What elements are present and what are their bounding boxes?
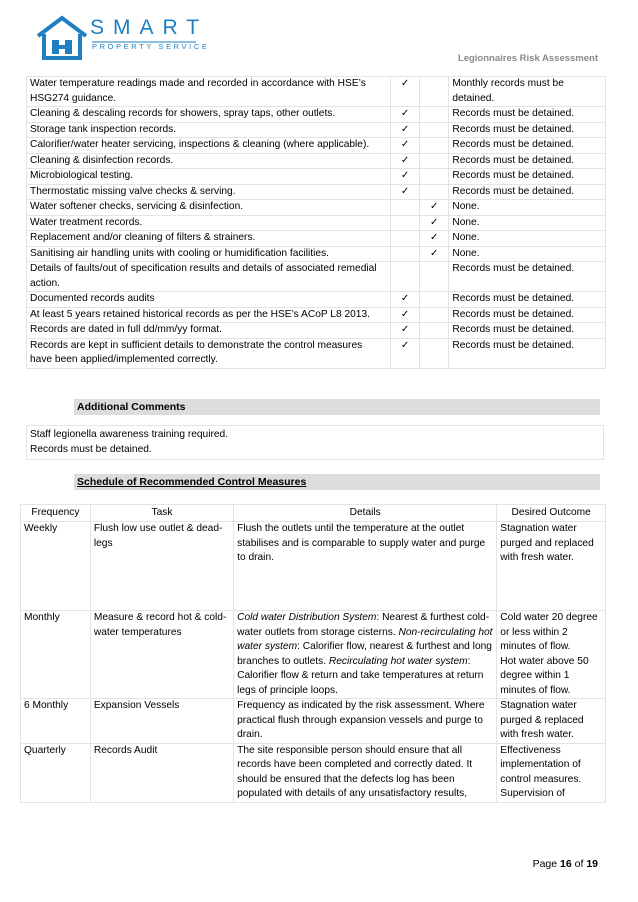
check-cell-na <box>420 292 449 308</box>
logo-subtitle: PROPERTY SERVICE <box>92 42 210 51</box>
checklist-note-cell: Records must be detained. <box>449 138 606 154</box>
task-cell: Records Audit <box>90 743 233 802</box>
checklist-item-cell: Water treatment records. <box>27 215 391 231</box>
check-cell-yes <box>391 138 420 154</box>
table-row <box>27 262 606 292</box>
check-cell-na <box>420 153 449 169</box>
check-cell-na <box>420 215 449 231</box>
checklist-note-cell: Records must be detained. <box>449 262 606 292</box>
logo-wordmark: SMART <box>90 16 209 39</box>
table-row <box>21 699 606 744</box>
checkmark-icon: ✓ <box>400 324 410 335</box>
page-of: of <box>574 858 584 870</box>
comment-line: Records must be detained. <box>30 443 152 455</box>
outcome-cell <box>497 611 606 699</box>
checklist-item-cell: Water softener checks, servicing & disinfection. <box>27 200 391 216</box>
checkmark-icon: ✓ <box>400 78 410 89</box>
details-cell <box>234 611 497 699</box>
checkmark-icon: ✓ <box>400 185 410 197</box>
outcome-line: Hot water above 50 degree within 1 minutes of flow. <box>500 655 589 696</box>
check-cell-yes <box>391 323 420 339</box>
checkmark-icon: ✓ <box>429 216 439 228</box>
checklist-note-cell: Records must be detained. <box>449 122 606 138</box>
check-cell-yes <box>391 292 420 308</box>
checklist-item-cell: Replacement and/or cleaning of filters & strainers. <box>27 231 391 247</box>
checkmark-icon: ✓ <box>400 170 410 181</box>
table-row <box>21 611 606 699</box>
task-cell: Measure & record hot & cold-water temperatures <box>90 611 233 699</box>
additional-comments-heading: Additional Comments <box>74 399 600 415</box>
table-header-row <box>21 505 606 522</box>
frequency-cell: 6 Monthly <box>21 699 91 744</box>
checkmark-icon: ✓ <box>429 247 439 259</box>
checklist-note-cell: None. <box>449 215 606 231</box>
checklist-item-cell: At least 5 years retained historical records as per the HSE’s ACoP L8 2013. <box>27 307 391 323</box>
check-cell-na <box>420 262 449 292</box>
comment-line: Staff legionella awareness training required. <box>30 429 229 440</box>
checkmark-icon: ✓ <box>400 339 410 351</box>
checklist-item-cell: Storage tank inspection records. <box>27 122 391 138</box>
checklist-note-cell: Records must be detained. <box>449 292 606 308</box>
check-cell-na <box>420 122 449 138</box>
check-cell-na <box>420 184 449 200</box>
page-total: 19 <box>586 858 598 870</box>
check-cell-yes <box>391 184 420 200</box>
table-row <box>27 200 606 216</box>
checklist-note-cell: Records must be detained. <box>449 107 606 123</box>
check-cell-na <box>420 169 449 185</box>
column-header-outcome: Desired Outcome <box>497 505 606 522</box>
check-cell-yes <box>391 231 420 247</box>
table-row <box>27 77 606 107</box>
page-current: 16 <box>560 858 572 870</box>
column-header-task: Task <box>90 505 233 522</box>
checklist-item-cell: Sanitising air handling units with cooling or humidification facilities. <box>27 246 391 262</box>
checkmark-icon: ✓ <box>400 108 410 119</box>
frequency-cell: Quarterly <box>21 743 91 802</box>
frequency-cell: Weekly <box>21 522 91 611</box>
schedule-heading-text: Schedule of Recommended Control Measures <box>77 476 307 488</box>
detail-text: : Calorifier flow & return and take temperatures at return legs of principle loops. <box>237 655 484 696</box>
check-cell-yes <box>391 153 420 169</box>
check-cell-yes <box>391 200 420 216</box>
detail-text: : Nearest & furthest cold-water outlets from storage cisterns. <box>237 612 490 638</box>
table-row <box>27 122 606 138</box>
check-cell-na <box>420 77 449 107</box>
checklist-note-cell: None. <box>449 246 606 262</box>
frequency-cell: Monthly <box>21 611 91 699</box>
check-cell-na <box>420 246 449 262</box>
detail-label: Cold water Distribution System <box>237 612 377 623</box>
outcome-cell: Stagnation water purged and replaced with fresh water. <box>497 522 606 611</box>
table-row <box>21 522 606 611</box>
checklist-note-cell: Records must be detained. <box>449 338 606 368</box>
checklist-item-cell: Cleaning & descaling records for showers, spray taps, other outlets. <box>27 107 391 123</box>
checklist-note-cell: Records must be detained. <box>449 153 606 169</box>
records-checklist-table <box>26 76 606 369</box>
checklist-item-cell: Records are kept in sufficient details to demonstrate the control measures have been applied/implemented correctly. <box>27 338 391 368</box>
task-cell: Expansion Vessels <box>90 699 233 744</box>
check-cell-yes <box>391 77 420 107</box>
control-measures-table <box>20 504 606 803</box>
details-cell: The site responsible person should ensure that all records have been completed and correctly dated. It should be ensured that the defects log has been populated with details of any unsatisfactory results, <box>234 743 497 802</box>
column-header-frequency: Frequency <box>21 505 91 522</box>
check-cell-na <box>420 338 449 368</box>
table-row <box>27 153 606 169</box>
checklist-item-cell: Microbiological testing. <box>27 169 391 185</box>
table-row <box>27 184 606 200</box>
table-row <box>27 307 606 323</box>
detail-text: : Calorifier flow, nearest & furthest and long branches to outlets. <box>237 641 492 667</box>
outcome-line: Cold water 20 degree or less within 2 minutes of flow. <box>500 612 598 652</box>
checklist-item-cell: Cleaning & disinfection records. <box>27 153 391 169</box>
column-header-details: Details <box>234 505 497 522</box>
check-cell-na <box>420 138 449 154</box>
check-cell-na <box>420 107 449 123</box>
check-cell-yes <box>391 338 420 368</box>
table-row <box>27 169 606 185</box>
table-row <box>27 323 606 339</box>
table-row <box>27 107 606 123</box>
checkmark-icon: ✓ <box>400 139 410 150</box>
checklist-note-cell: Records must be detained. <box>449 323 606 339</box>
check-cell-yes <box>391 122 420 138</box>
additional-comments-box <box>26 425 604 460</box>
checkmark-icon: ✓ <box>400 123 410 135</box>
detail-label: Recirculating hot water system <box>328 655 468 667</box>
check-cell-yes <box>391 307 420 323</box>
checklist-note-cell: Monthly records must be detained. <box>449 77 606 107</box>
checklist-item-cell: Calorifier/water heater servicing, inspections & cleaning (where applicable). <box>27 138 391 154</box>
checklist-note-cell: Records must be detained. <box>449 184 606 200</box>
detail-label: Non-recirculating hot water system <box>237 626 493 652</box>
outcome-cell: Stagnation water purged & replaced with fresh water. <box>497 699 606 744</box>
checklist-note-cell: None. <box>449 231 606 247</box>
checklist-note-cell: Records must be detained. <box>449 169 606 185</box>
checkmark-icon: ✓ <box>400 154 410 166</box>
checklist-item-cell: Details of faults/out of specification results and details of associated remedial action. <box>27 262 391 292</box>
checklist-item-cell: Water temperature readings made and recorded in accordance with HSE’s HSG274 guidance. <box>27 77 391 107</box>
table-row <box>27 231 606 247</box>
details-cell: Frequency as indicated by the risk assessment. Where practical flush through expansion vessels and purge to drain. <box>234 699 497 744</box>
checkmark-icon: ✓ <box>429 232 439 243</box>
check-cell-na <box>420 307 449 323</box>
check-cell-na <box>420 200 449 216</box>
table-row <box>27 292 606 308</box>
checklist-note-cell: None. <box>449 200 606 216</box>
check-cell-yes <box>391 107 420 123</box>
checkmark-icon: ✓ <box>400 293 410 304</box>
page-prefix: Page <box>532 858 558 870</box>
check-cell-yes <box>391 169 420 185</box>
checklist-item-cell: Thermostatic missing valve checks & serving. <box>27 184 391 200</box>
table-row <box>27 338 606 368</box>
page-number <box>533 858 598 870</box>
checklist-note-cell: Records must be detained. <box>449 307 606 323</box>
table-row <box>27 215 606 231</box>
check-cell-yes <box>391 262 420 292</box>
check-cell-na <box>420 323 449 339</box>
task-cell: Flush low use outlet & dead-legs <box>90 522 233 611</box>
table-row <box>27 246 606 262</box>
house-roof-icon <box>38 18 86 36</box>
check-cell-yes <box>391 215 420 231</box>
checkmark-icon: ✓ <box>400 308 410 320</box>
check-cell-yes <box>391 246 420 262</box>
check-cell-na <box>420 231 449 247</box>
details-cell: Flush the outlets until the temperature at the outlet stabilises and is comparable to supply water and purge to drain. <box>234 522 497 611</box>
schedule-heading <box>74 474 600 490</box>
checkmark-icon: ✓ <box>429 201 439 212</box>
checklist-item-cell: Records are dated in full dd/mm/yy format. <box>27 323 391 339</box>
document-title: Legionnaires Risk Assessment <box>457 53 598 64</box>
outcome-cell: Effectiveness implementation of control measures. Supervision of <box>497 743 606 802</box>
table-row <box>27 138 606 154</box>
checklist-item-cell: Documented records audits <box>27 292 391 308</box>
table-row <box>21 743 606 802</box>
